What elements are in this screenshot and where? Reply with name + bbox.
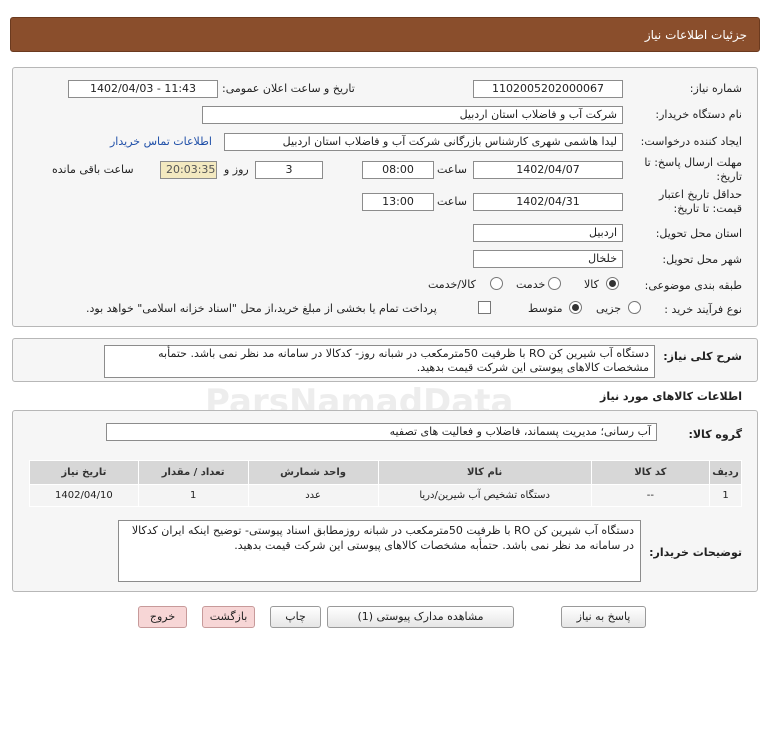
validity-time-label: ساعت [437,195,467,208]
cell-code: -- [591,485,709,507]
city-field: خلخال [473,250,623,268]
cell-need-date: 1402/04/10 [30,485,139,507]
validity-date-label: قیمت: تا تاریخ: [673,202,742,215]
purchase-medium-radio[interactable] [569,301,582,314]
purchase-type-label: نوع فرآیند خرید : [664,303,742,316]
purchase-minor-label: جزیی [596,302,622,315]
cell-unit: عدد [248,485,378,507]
category-service-label: خدمت [516,278,546,291]
buyer-contact-link[interactable]: اطلاعات تماس خریدار [110,135,212,148]
creator-field: لیدا هاشمی شهری کارشناس بازرگانی شرکت آب و فاضلاب استان اردبیل [224,133,623,151]
cell-row: 1 [710,485,742,507]
treasury-payment-checkbox[interactable] [478,301,491,314]
back-button[interactable]: بازگشت [202,606,255,628]
goods-group-field: آب رسانی؛ مدیریت پسماند، فاضلاب و فعالیت های تصفیه [106,423,657,441]
watermark: ParsNamadData [205,382,514,422]
category-goods-radio[interactable] [606,277,619,290]
cell-name: دستگاه تشخیص آب شیرین/دریا [378,485,591,507]
province-field: اردبیل [473,224,623,242]
col-name: نام کالا [378,461,591,485]
treasury-payment-label: پرداخت تمام یا بخشی از مبلغ خرید،از محل "اسناد خزانه اسلامی" خواهد بود. [86,302,437,315]
category-goods-service-radio[interactable] [490,277,503,290]
remaining-days-field: 3 [255,161,323,179]
col-need-date: تاریخ نیاز [30,461,139,485]
print-button[interactable]: چاپ [270,606,321,628]
category-label: طبقه بندی موضوعی: [644,279,742,292]
col-row: ردیف [710,461,742,485]
cell-quantity: 1 [138,485,248,507]
col-code: کد کالا [591,461,709,485]
buyer-org-field: شرکت آب و فاضلاب استان اردبیل [202,106,623,124]
goods-table-header [30,461,742,485]
city-label: شهر محل تحویل: [662,253,742,266]
need-number-label: شماره نیاز: [689,82,742,95]
category-goods-service-label: کالا/خدمت [428,278,476,291]
description-text: دستگاه آب شیرین کن RO با ظرفیت 50مترمکعب در شبانه روز- کدکالا در سامانه مد نظر نمی باشد. حتمأبه مشخصات کالاهای پیوستی این شرکت قیمت بدهید. [104,345,655,378]
days-label: روز و [224,163,249,176]
validity-date-field: 1402/04/31 [473,193,623,211]
announce-datetime-field: 1402/04/03 - 11:43 [68,80,218,98]
deadline-date-label: تاریخ: [716,170,742,183]
deadline-time-field: 08:00 [362,161,434,179]
page-title: جزئیات اطلاعات نیاز [644,28,747,42]
remaining-time-field: 20:03:35 [160,161,217,179]
reply-button[interactable]: پاسخ به نیاز [561,606,646,628]
description-label: شرح کلی نیاز: [663,350,742,363]
announce-label: تاریخ و ساعت اعلان عمومی: [222,82,355,95]
deadline-label: مهلت ارسال پاسخ: تا [644,156,742,169]
buyer-notes-label: توضیحات خریدار: [649,546,742,559]
category-goods-label: کالا [584,278,599,291]
purchase-medium-label: متوسط [528,302,563,315]
purchase-minor-radio[interactable] [628,301,641,314]
attachments-button[interactable]: مشاهده مدارک پیوستی (1) [327,606,514,628]
page-header [10,17,760,52]
col-unit: واحد شمارش [248,461,378,485]
validity-time-field: 13:00 [362,193,434,211]
exit-button[interactable]: خروج [138,606,187,628]
need-number-field: 1102005202000067 [473,80,623,98]
creator-label: ایجاد کننده درخواست: [640,135,742,148]
goods-group-label: گروه کالا: [688,428,742,441]
table-row [30,485,742,507]
deadline-time-label: ساعت [437,163,467,176]
buyer-notes-text: دستگاه آب شیرین کن RO با ظرفیت 50مترمکعب در شبانه روزمطابق اسناد پیوستی- توضیح اینکه ایران کدکالا در سامانه مد نظر نمی باشد. حتمأبه مشخصات کالاهای پیوستی این شرکت قیمت بدهید. [118,520,641,582]
buyer-org-label: نام دستگاه خریدار: [655,108,742,121]
validity-label: حداقل تاریخ اعتبار [658,188,742,201]
goods-table [29,460,742,507]
category-service-radio[interactable] [548,277,561,290]
goods-section-title: اطلاعات کالاهای مورد نیاز [600,390,742,403]
deadline-date-field: 1402/04/07 [473,161,623,179]
col-quantity: تعداد / مقدار [138,461,248,485]
remaining-time-label: ساعت باقی مانده [52,163,134,176]
province-label: استان محل تحویل: [655,227,742,240]
